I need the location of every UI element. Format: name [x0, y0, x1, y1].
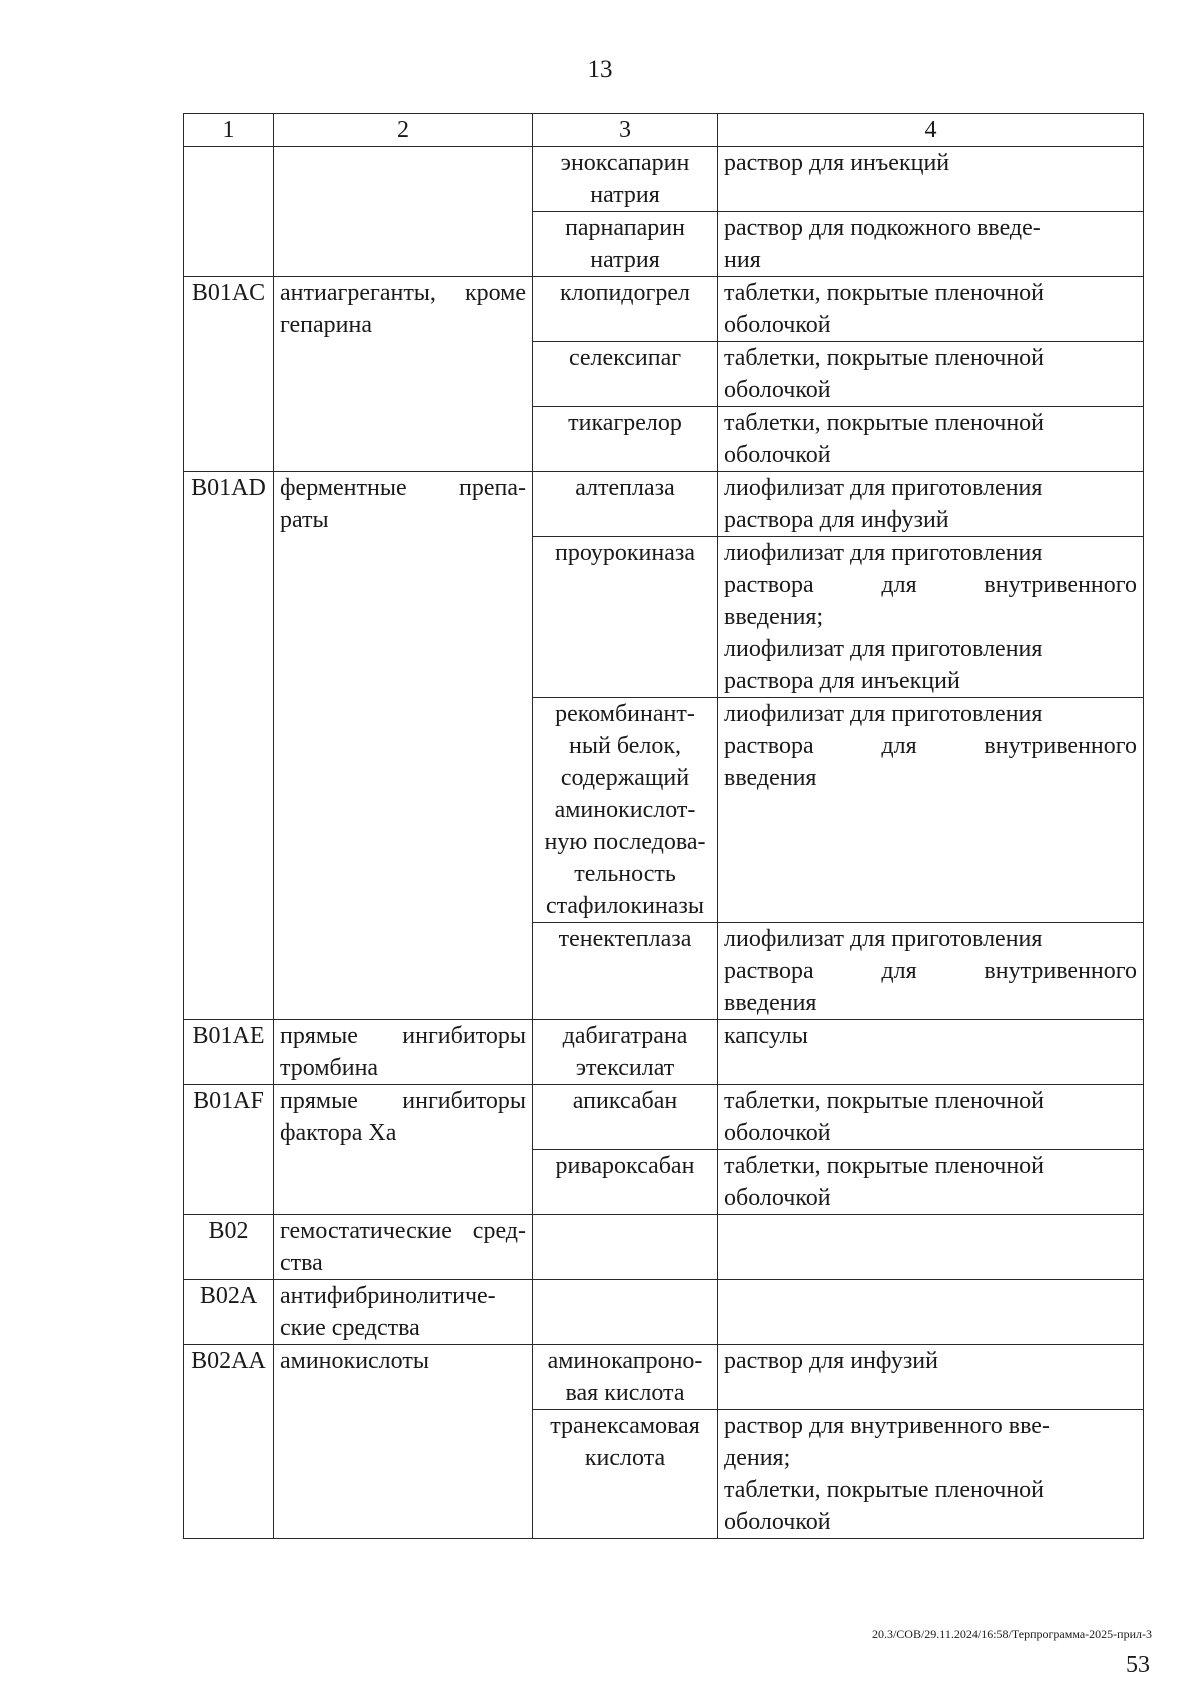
group-name-cell: гемостатические сред- ства [274, 1215, 533, 1280]
dosage-form-cell [718, 1345, 1144, 1410]
table-body [184, 147, 1144, 1539]
dosage-form-line: оболочкой [724, 1185, 831, 1211]
table-row [184, 1020, 1144, 1085]
drug-name-cell [533, 1280, 718, 1345]
document-code: 20.3/СОВ/29.11.2024/16:58/Терпрограмма-2025-прил-3 [871, 1627, 1152, 1641]
drug-name-cell: селексипаг [533, 342, 718, 407]
dosage-form-line: введения [724, 765, 817, 791]
dosage-form-cell [718, 342, 1144, 407]
drug-table [183, 113, 1144, 1539]
dosage-form-line: лиофилизат для приготовления [724, 475, 1043, 501]
column-header-3: 3 [533, 114, 718, 147]
dosage-form-cell [718, 147, 1144, 212]
drug-name-cell [533, 1215, 718, 1280]
atc-code-cell: B01AC [184, 277, 274, 472]
dosage-form-cell [718, 537, 1144, 698]
dosage-form-line: раствора для инфузий [724, 507, 949, 533]
dosage-form-line: раствор для инъекций [724, 150, 950, 176]
dosage-form-line: капсулы [724, 1023, 808, 1049]
column-header-2: 2 [274, 114, 533, 147]
drug-name-cell: аминокапроно- вая кислота [533, 1345, 718, 1410]
dosage-form-line: лиофилизат для приготовления [724, 540, 1043, 566]
drug-name-cell: тикагрелор [533, 407, 718, 472]
group-name-cell: антиагреганты, кроме гепарина [274, 277, 533, 472]
drug-name-cell: клопидогрел [533, 277, 718, 342]
dosage-form-line: таблетки, покрытые пленочной [724, 345, 1045, 371]
dosage-form-line: таблетки, покрытые пленочной [724, 1477, 1045, 1503]
dosage-form-line: раствора для инъекций [724, 668, 960, 694]
dosage-form-line: раствора для внутривенного [724, 733, 1137, 759]
drug-name-cell: ривароксабан [533, 1150, 718, 1215]
drug-name-cell: рекомбинант- ный белок, содержащий аминокислот- ную последова- тельность стафилокиназы [533, 698, 718, 923]
dosage-form-line: раствор для инфузий [724, 1348, 938, 1374]
group-name-cell [274, 147, 533, 277]
dosage-form-line: лиофилизат для приготовления [724, 636, 1043, 662]
atc-code-cell: B01AF [184, 1085, 274, 1215]
drug-name-cell: парнапарин натрия [533, 212, 718, 277]
dosage-form-line: раствор для подкожного введе- [724, 215, 1041, 241]
group-name-cell: антифибринолитиче- ские средства [274, 1280, 533, 1345]
dosage-form-cell [718, 1020, 1144, 1085]
dosage-form-cell [718, 923, 1144, 1020]
group-name-cell: аминокислоты [274, 1345, 533, 1539]
group-name-cell: ферментные препа- раты [274, 472, 533, 1020]
drug-name-cell: тенектеплаза [533, 923, 718, 1020]
group-name-cell: прямые ингибиторы тромбина [274, 1020, 533, 1085]
atc-code-cell [184, 147, 274, 277]
group-name-cell: прямые ингибиторы фактора Ха [274, 1085, 533, 1215]
atc-code-cell: B02A [184, 1280, 274, 1345]
dosage-form-line: раствора для внутривенного [724, 958, 1137, 984]
atc-code-cell: B01AD [184, 472, 274, 1020]
page-number: 13 [587, 56, 613, 83]
drug-name-cell: транексамовая кислота [533, 1410, 718, 1539]
dosage-form-line: ния [724, 247, 761, 273]
dosage-form-cell [718, 277, 1144, 342]
table-row [184, 147, 1144, 212]
dosage-form-line: таблетки, покрытые пленочной [724, 280, 1045, 306]
dosage-form-line: лиофилизат для приготовления [724, 701, 1043, 727]
table-row [184, 277, 1144, 342]
dosage-form-line: дения; [724, 1445, 791, 1471]
dosage-form-line: оболочкой [724, 1509, 831, 1535]
table-header-row [184, 114, 1144, 147]
dosage-form-line: оболочкой [724, 312, 831, 338]
column-header-1: 1 [184, 114, 274, 147]
dosage-form-line: раствор для внутривенного вве- [724, 1413, 1050, 1439]
dosage-form-line: оболочкой [724, 1120, 831, 1146]
sheet-number: 53 [1126, 1652, 1150, 1678]
table-row [184, 1215, 1144, 1280]
drug-name-cell: проурокиназа [533, 537, 718, 698]
dosage-form-cell [718, 1150, 1144, 1215]
dosage-form-cell [718, 472, 1144, 537]
dosage-form-line: оболочкой [724, 442, 831, 468]
dosage-form-line: раствора для внутривенного [724, 572, 1137, 598]
dosage-form-line: таблетки, покрытые пленочной [724, 1153, 1045, 1179]
dosage-form-cell [718, 1215, 1144, 1280]
drug-name-cell: дабигатрана этексилат [533, 1020, 718, 1085]
column-header-4: 4 [718, 114, 1144, 147]
atc-code-cell: B02 [184, 1215, 274, 1280]
atc-code-cell: B01AE [184, 1020, 274, 1085]
dosage-form-line: таблетки, покрытые пленочной [724, 410, 1045, 436]
dosage-form-cell [718, 1280, 1144, 1345]
table-row [184, 1345, 1144, 1410]
dosage-form-cell [718, 1410, 1144, 1539]
table-row [184, 472, 1144, 537]
dosage-form-cell [718, 698, 1144, 923]
table-row [184, 1280, 1144, 1345]
dosage-form-line: оболочкой [724, 377, 831, 403]
drug-name-cell: апиксабан [533, 1085, 718, 1150]
atc-code-cell: B02AA [184, 1345, 274, 1539]
dosage-form-line: введения; [724, 604, 824, 630]
dosage-form-cell [718, 407, 1144, 472]
table-row [184, 1085, 1144, 1150]
drug-name-cell: алтеплаза [533, 472, 718, 537]
dosage-form-cell [718, 212, 1144, 277]
dosage-form-line: таблетки, покрытые пленочной [724, 1088, 1045, 1114]
dosage-form-line: лиофилизат для приготовления [724, 926, 1043, 952]
drug-name-cell: эноксапарин натрия [533, 147, 718, 212]
dosage-form-line: введения [724, 990, 817, 1016]
dosage-form-cell [718, 1085, 1144, 1150]
